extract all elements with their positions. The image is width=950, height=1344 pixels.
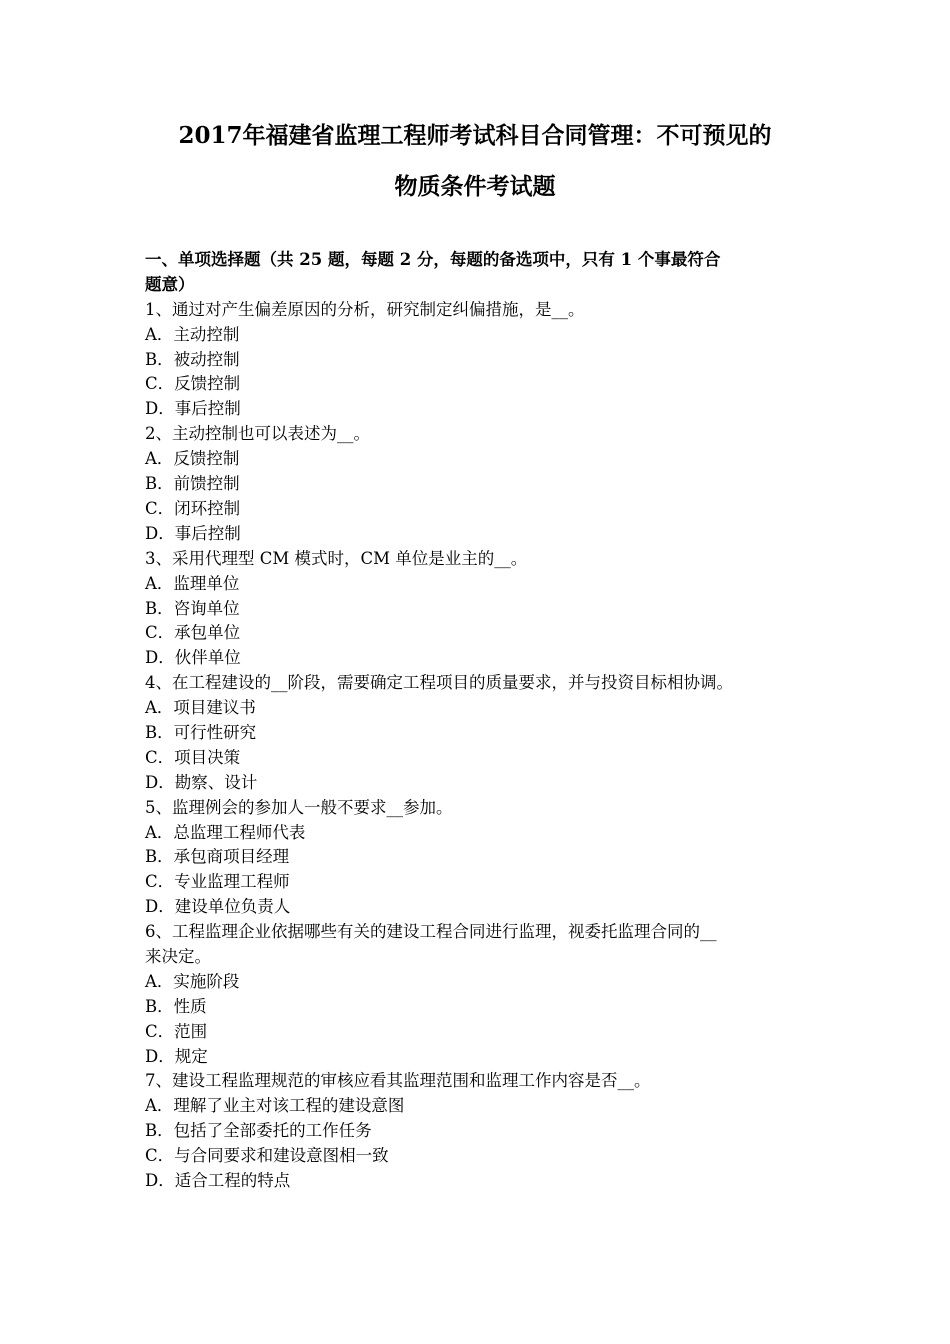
question-item — [145, 671, 815, 795]
question-item — [145, 1069, 815, 1193]
answer-option: A．项目建议书 — [145, 698, 256, 718]
question-stem: 1、通过对产生偏差原因的分析，研究制定纠偏措施，是__。 — [145, 299, 585, 319]
answer-option: B．被动控制 — [145, 349, 240, 369]
answer-option: D．事后控制 — [145, 523, 241, 543]
answer-option: D．建设单位负责人 — [145, 897, 291, 917]
document-title-line-2: 物质条件考试题 — [394, 173, 556, 200]
question-list — [145, 298, 815, 1194]
question-stem: 6、工程监理企业依据哪些有关的建设工程合同进行监理，视委托监理合同的__ — [145, 922, 717, 942]
answer-option: A．理解了业主对该工程的建设意图 — [145, 1096, 405, 1116]
question-item — [145, 547, 815, 671]
question-item — [145, 422, 815, 546]
answer-option: C．承包单位 — [145, 623, 241, 643]
question-stem: 4、在工程建设的__阶段，需要确定工程项目的质量要求，并与投资目标相协调。 — [145, 673, 733, 693]
answer-option: B．承包商项目经理 — [145, 847, 290, 867]
answer-option: D．勘察、设计 — [145, 772, 258, 792]
section-heading-line-2: 题意） — [145, 274, 195, 294]
question-stem: 3、采用代理型 CM 模式时，CM 单位是业主的__。 — [145, 548, 528, 568]
question-stem: 5、监理例会的参加人一般不要求__参加。 — [145, 797, 453, 817]
question-item — [145, 796, 815, 920]
answer-option: A．反馈控制 — [145, 449, 240, 469]
answer-option: D．事后控制 — [145, 399, 241, 419]
answer-option: B．前馈控制 — [145, 474, 240, 494]
question-stem: 来决定。 — [145, 946, 211, 966]
answer-option: C．反馈控制 — [145, 374, 241, 394]
document-body — [145, 248, 815, 1194]
answer-option: A．监理单位 — [145, 573, 240, 593]
answer-option: D．适合工程的特点 — [145, 1170, 291, 1190]
question-item — [145, 298, 815, 422]
document-title-line-1: 2017年福建省监理工程师考试科目合同管理：不可预见的 — [178, 122, 772, 149]
answer-option: B．可行性研究 — [145, 722, 257, 742]
answer-option: C．闭环控制 — [145, 498, 241, 518]
section-heading — [145, 248, 815, 298]
question-item — [145, 920, 815, 1069]
answer-option: B．包括了全部委托的工作任务 — [145, 1121, 372, 1141]
answer-option: B．性质 — [145, 996, 207, 1016]
section-heading-line-1: 一、单项选择题（共 25 题，每题 2 分，每题的备选项中，只有 1 个事最符合 — [145, 250, 721, 269]
answer-option: C．专业监理工程师 — [145, 872, 290, 892]
answer-option: A．主动控制 — [145, 324, 240, 344]
question-stem: 2、主动控制也可以表述为__。 — [145, 424, 370, 444]
answer-option: A．实施阶段 — [145, 971, 240, 991]
answer-option: C．范围 — [145, 1021, 208, 1041]
answer-option: D．规定 — [145, 1046, 208, 1066]
answer-option: D．伙伴单位 — [145, 648, 241, 668]
answer-option: A．总监理工程师代表 — [145, 822, 306, 842]
answer-option: B．咨询单位 — [145, 598, 240, 618]
answer-option: C．项目决策 — [145, 747, 241, 767]
question-stem: 7、建设工程监理规范的审核应看其监理范围和监理工作内容是否__。 — [145, 1071, 651, 1091]
answer-option: C．与合同要求和建设意图相一致 — [145, 1146, 389, 1166]
